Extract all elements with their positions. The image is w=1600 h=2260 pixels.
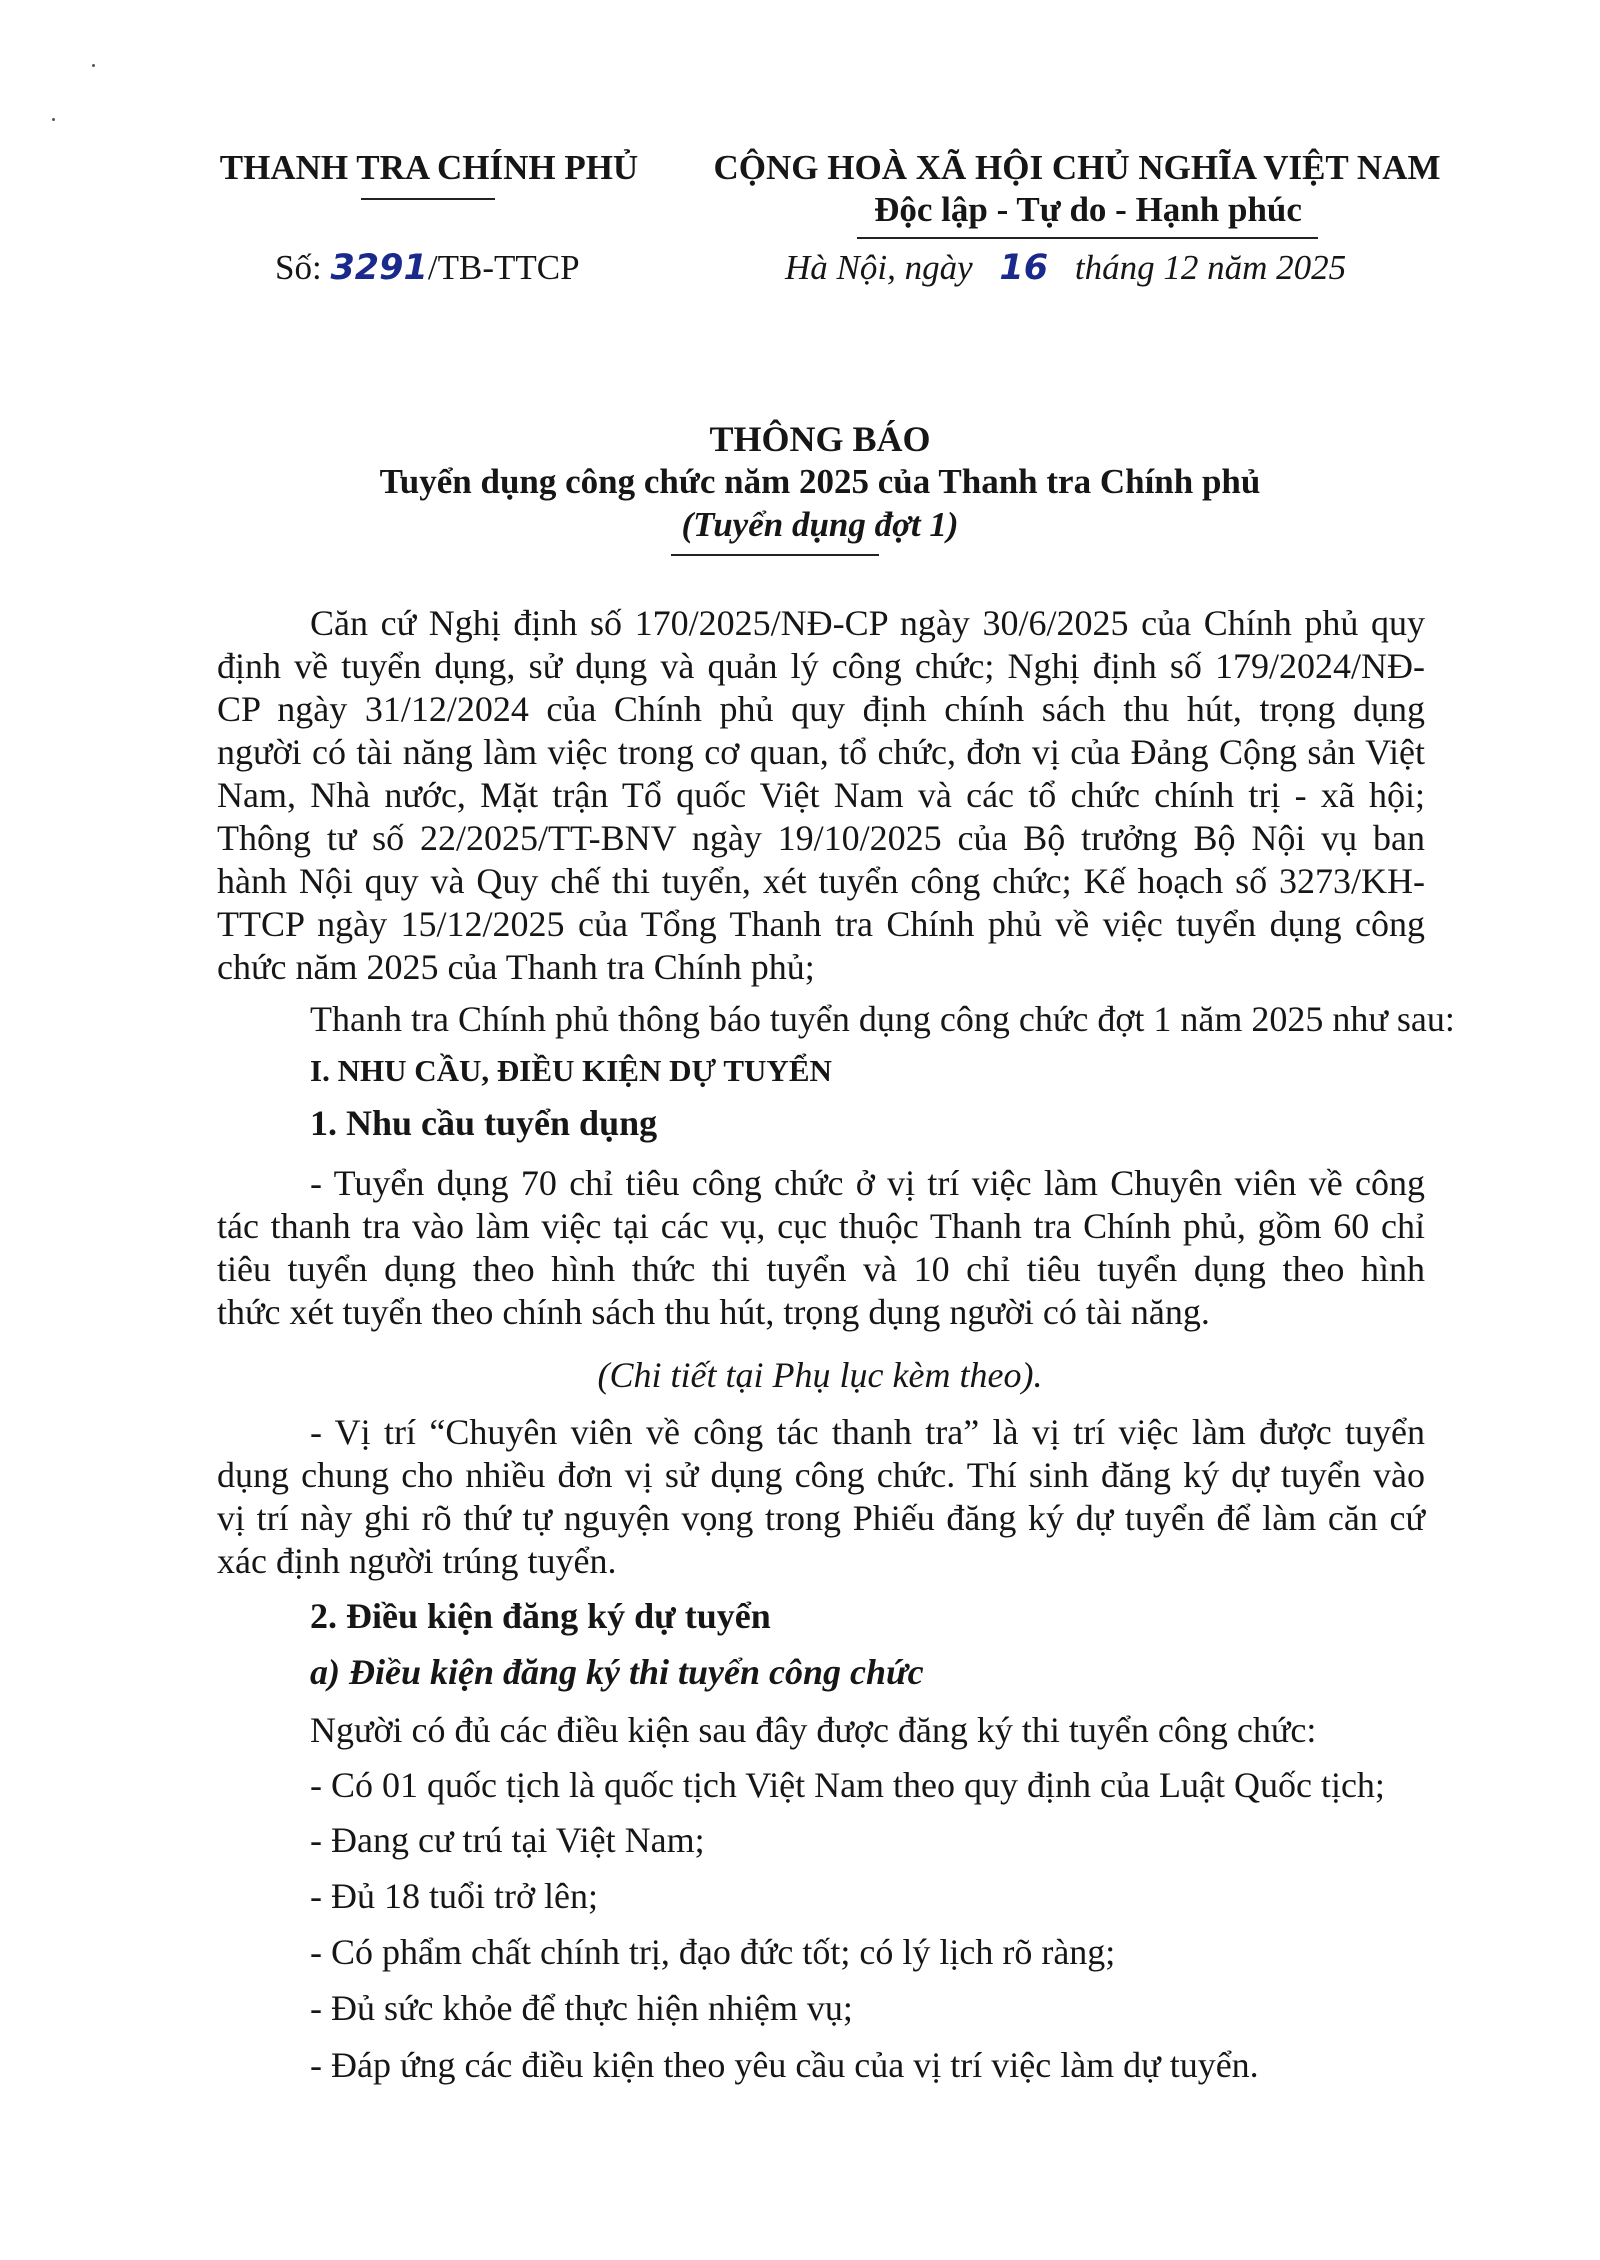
demand-line: tiêu tuyển dụng theo hình thức thi tuyển và 10 chỉ tiêu tuyển dụng theo hình <box>217 1249 1425 1289</box>
preamble-line: hành Nội quy và Quy chế thi tuyển, xét tuyển công chức; Kế hoạch số 3273/KH- <box>217 861 1425 901</box>
document-title: THÔNG BÁO <box>709 419 931 459</box>
conditions-intro: Người có đủ các điều kiện sau đây được đăng ký thi tuyển công chức: <box>310 1710 1317 1750</box>
condition-item: - Đang cư trú tại Việt Nam; <box>310 1820 705 1860</box>
handwritten-number: 3291 <box>330 248 428 288</box>
appendix-note: (Chi tiết tại Phụ lục kèm theo). <box>597 1355 1043 1395</box>
number-prefix: Số: <box>275 248 322 287</box>
date-suffix: tháng 12 năm 2025 <box>1074 248 1347 287</box>
position-line: - Vị trí “Chuyên viên về công tác thanh tra” là vị trí việc làm được tuyển <box>310 1412 1425 1452</box>
document-number <box>275 248 580 288</box>
position-line: dụng chung cho nhiều đơn vị sử dụng công chức. Thí sinh đăng ký dự tuyển vào <box>217 1455 1425 1495</box>
document-subtitle: Tuyển dụng công chức năm 2025 của Thanh tra Chính phủ <box>379 462 1261 501</box>
preamble-line: Nam, Nhà nước, Mặt trận Tổ quốc Việt Nam và các tổ chức chính trị - xã hội; <box>217 775 1425 815</box>
subsection-heading: 1. Nhu cầu tuyển dụng <box>310 1103 658 1143</box>
preamble-line: Thông tư số 22/2025/TT-BNV ngày 19/10/2025 của Bộ trưởng Bộ Nội vụ ban <box>217 818 1425 858</box>
subsection-heading: a) Điều kiện đăng ký thi tuyển công chức <box>310 1652 924 1692</box>
scan-speck <box>92 64 95 67</box>
handwritten-day: 16 <box>999 248 1049 288</box>
condition-item: - Đủ 18 tuổi trở lên; <box>310 1876 598 1916</box>
demand-line: - Tuyển dụng 70 chỉ tiêu công chức ở vị trí việc làm Chuyên viên về công <box>310 1163 1425 1203</box>
position-line: vị trí này ghi rõ thứ tự nguyện vọng trong Phiếu đăng ký dự tuyển để làm căn cứ <box>217 1498 1425 1538</box>
condition-item: - Đáp ứng các điều kiện theo yêu cầu của vị trí việc làm dự tuyển. <box>310 2045 1259 2085</box>
preamble-line: Căn cứ Nghị định số 170/2025/NĐ-CP ngày 30/6/2025 của Chính phủ quy <box>310 603 1425 643</box>
preamble-line: chức năm 2025 của Thanh tra Chính phủ; <box>217 947 815 987</box>
document-date <box>785 248 1346 288</box>
preamble-line: người có tài năng làm việc trong cơ quan, tổ chức, đơn vị của Đảng Cộng sản Việt <box>217 732 1425 772</box>
title-underline <box>671 554 879 556</box>
agency-name: THANH TRA CHÍNH PHỦ <box>219 148 639 187</box>
national-motto: Độc lập - Tự do - Hạnh phúc <box>874 190 1302 229</box>
preamble-line: định về tuyển dụng, sử dụng và quản lý công chức; Nghị định số 179/2024/NĐ- <box>217 646 1425 686</box>
preamble-line: CP ngày 31/12/2024 của Chính phủ quy định chính sách thu hút, trọng dụng <box>217 689 1425 729</box>
number-suffix: /TB-TTCP <box>427 248 580 287</box>
announcement-line: Thanh tra Chính phủ thông báo tuyển dụng công chức đợt 1 năm 2025 như sau: <box>310 999 1455 1039</box>
condition-item: - Đủ sức khỏe để thực hiện nhiệm vụ; <box>310 1988 853 2028</box>
preamble-line: TTCP ngày 15/12/2025 của Tổng Thanh tra Chính phủ về việc tuyển dụng công <box>217 904 1425 944</box>
condition-item: - Có phẩm chất chính trị, đạo đức tốt; có lý lịch rõ ràng; <box>310 1932 1116 1972</box>
condition-item: - Có 01 quốc tịch là quốc tịch Việt Nam theo quy định của Luật Quốc tịch; <box>310 1765 1385 1805</box>
demand-line: tác thanh tra vào làm việc tại các vụ, cục thuộc Thanh tra Chính phủ, gồm 60 chỉ <box>217 1206 1425 1246</box>
recruitment-round: (Tuyển dụng đợt 1) <box>681 505 959 544</box>
section-heading: I. NHU CẦU, ĐIỀU KIỆN DỰ TUYỂN <box>310 1053 832 1088</box>
motto-underline <box>857 237 1318 239</box>
agency-underline <box>361 198 495 200</box>
demand-line: thức xét tuyển theo chính sách thu hút, trọng dụng người có tài năng. <box>217 1292 1210 1332</box>
subsection-heading: 2. Điều kiện đăng ký dự tuyển <box>310 1596 771 1636</box>
date-prefix: Hà Nội, ngày <box>785 248 973 287</box>
scan-speck <box>52 118 55 121</box>
country-name: CỘNG HOÀ XÃ HỘI CHỦ NGHĨA VIỆT NAM <box>713 148 1441 187</box>
position-line: xác định người trúng tuyển. <box>217 1541 617 1581</box>
